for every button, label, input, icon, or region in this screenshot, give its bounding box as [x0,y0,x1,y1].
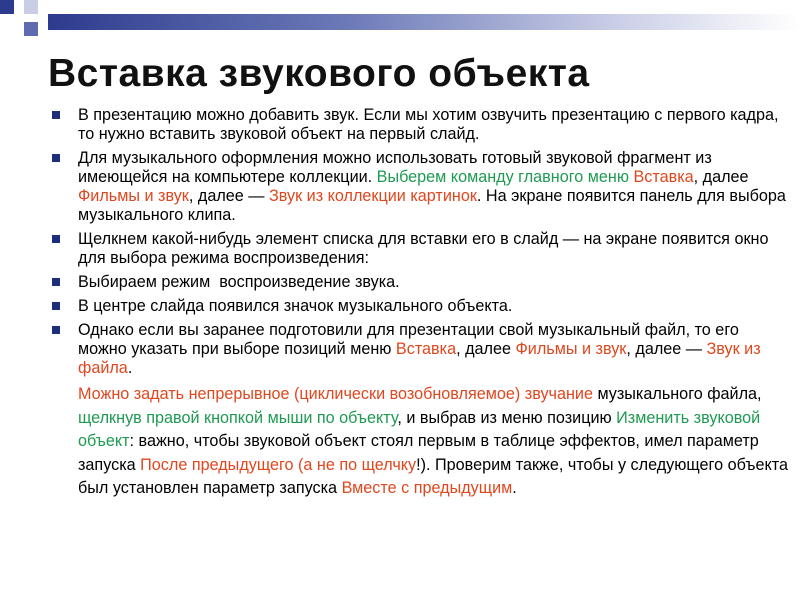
bullet-text: , далее — [188,187,269,205]
square-bullet-icon [52,111,60,119]
paragraph-text: : важно, чтобы звуковой объект стоял первым в таблице эффектов, имел параметр запуска [78,432,759,474]
bullet-item [52,106,792,144]
highlight-red: Можно задать непрерывное (циклически возобновляемое) звучание [78,385,593,403]
bullet-text: Для музыкального оформления можно использовать готовый звуковой фрагмент из имеющейся на компьютере коллекции. [78,149,712,186]
bullet-text: В презентацию можно добавить звук. Если мы хотим озвучить презентацию с первого кадра, то нужно вставить звуковой объект на первый слайд. [78,106,779,143]
square-bullet-icon [52,302,60,310]
slide-content [52,106,792,501]
paragraph-text: . [512,479,517,497]
bullet-text: . [127,359,133,377]
bullet-text: , далее [456,340,516,358]
bullet-text: . На экране появится панель для выбора музыкального клипа. [78,187,786,224]
paragraph-text: , и выбрав из меню позицию [397,408,617,427]
bullet-item [52,149,792,225]
decorative-header [0,0,800,52]
header-square-mid [24,22,38,36]
menu-name-red: Звук из коллекции картинок [268,187,477,205]
bullet-text: Однако если вы заранее подготовили для презентации свой музыкальный файл, то его можно указать при выборе позиций меню [78,321,739,358]
paragraph-text: музыкального файла, [592,385,762,403]
bullet-item [52,230,792,268]
bullet-item [52,273,792,292]
bullet-item [52,321,792,378]
highlight-red: После предыдущего (а не по щелчку [140,455,417,474]
highlight-green: Выберем команду главного меню [376,168,634,186]
bullet-text: Щелкнем какой-нибудь элемент списка для вставки его в слайд — на экране появится окно для выбора режима воспроизведения: [78,230,769,267]
header-square-light [24,0,38,14]
note-paragraph [52,383,792,501]
bullet-text: В центре слайда появился значок музыкального объекта. [78,297,513,315]
highlight-green: щелкнув правой кнопкой мыши по объекту [78,408,398,427]
square-bullet-icon [52,235,60,243]
menu-name-red: Вставка [633,168,694,186]
menu-name-red: Звук из файла [78,340,761,377]
highlight-red: Вместе с предыдущим [341,479,513,497]
bullet-text: Выбираем режим воспроизведение звука. [78,273,400,291]
bullet-text: , далее — [626,340,707,358]
menu-name-red: Вставка [395,340,457,358]
square-bullet-icon [52,278,60,286]
slide-title: Вставка звукового объекта [48,52,590,95]
bullet-text: , далее [693,168,749,186]
menu-name-red: Фильмы и звук [515,340,627,358]
menu-name-red: Фильмы и звук [78,187,189,205]
square-bullet-icon [52,326,60,334]
highlight-green: Изменить звуковой объект [78,408,761,450]
bullet-item [52,297,792,316]
square-bullet-icon [52,154,60,162]
header-square-dark [0,0,14,14]
paragraph-text: !). Проверим также, чтобы у следующего объекта был установлен параметр запуска [78,455,788,497]
header-gradient-bar [48,14,800,30]
